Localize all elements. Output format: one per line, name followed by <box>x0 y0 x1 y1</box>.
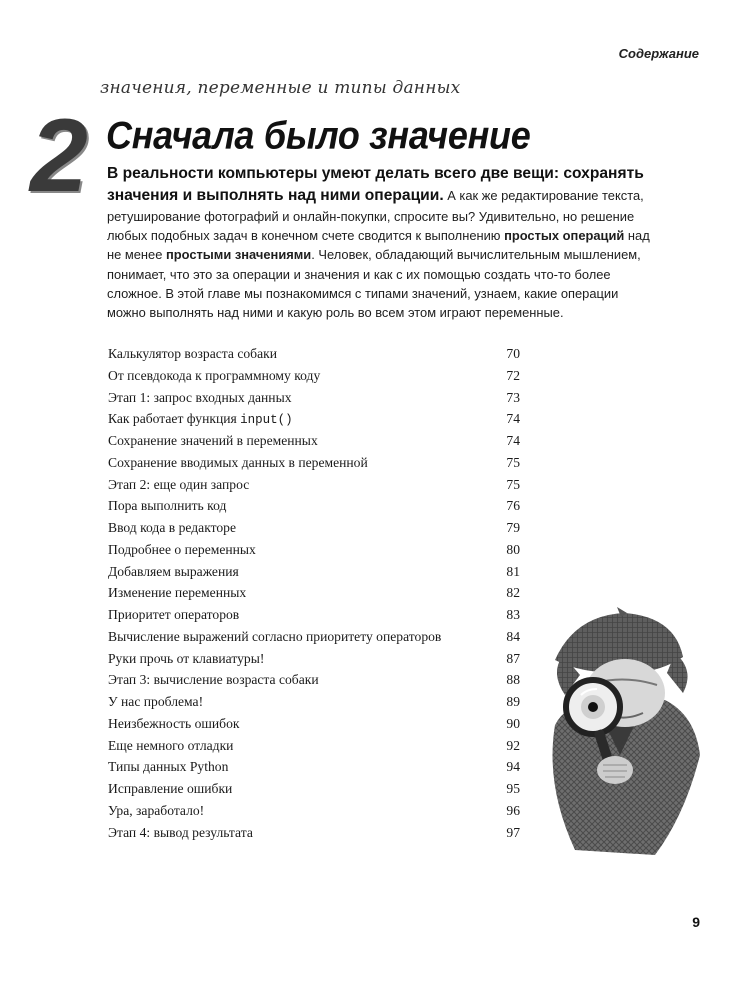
toc-row <box>108 498 520 520</box>
toc-entry-page: 74 <box>506 433 520 448</box>
toc-row <box>108 781 520 803</box>
toc-entry-title <box>108 672 319 688</box>
running-head: Содержание <box>618 46 699 61</box>
toc-entry-page: 88 <box>506 672 520 688</box>
toc-entry-text: Этап 3: вычисление возраста собаки <box>108 672 319 688</box>
toc-entry-page: 89 <box>506 694 520 709</box>
toc-entry-text: Сохранение вводимых данных в переменной <box>108 454 368 470</box>
toc-entry-title <box>108 542 256 558</box>
toc-entry-text: Ввод кода в редакторе <box>108 520 237 535</box>
toc-entry-page: 73 <box>506 389 520 405</box>
toc-entry-page: 75 <box>506 454 520 470</box>
toc-row <box>108 759 520 781</box>
toc-row <box>108 368 520 390</box>
toc-entry-code: input() <box>240 413 293 428</box>
toc-row <box>108 346 520 368</box>
toc-row <box>108 672 520 694</box>
toc-entry-page: 87 <box>506 650 520 666</box>
toc-entry-title <box>108 433 318 449</box>
toc-entry-text: Пора выполнить код <box>108 498 227 514</box>
toc-entry-title <box>108 694 203 710</box>
toc-entry-title <box>108 368 320 384</box>
toc-row <box>108 411 520 433</box>
chapter-subtitle: значения, переменные и типы данных <box>100 78 461 98</box>
intro-text-2: над не менее <box>107 228 650 263</box>
detective-with-magnifier-illustration <box>535 605 710 860</box>
toc-entry-title <box>108 477 249 493</box>
toc-row <box>108 629 520 651</box>
chapter-intro <box>107 163 652 322</box>
intro-text-1: А как же редактирование текста, ретуширование фотографий и онлайн-покупки, спросите вы? Удивительно, но решение любых подобных задач в конечном счете сводится к выполнению <box>107 188 644 244</box>
toc-entry-text: У нас проблема! <box>108 694 204 709</box>
toc-row <box>108 477 520 499</box>
toc-entry-text: Сохранение значений в переменных <box>108 433 318 448</box>
toc-entry-title <box>108 390 292 406</box>
toc-row <box>108 694 520 716</box>
toc-entry-title <box>108 825 253 841</box>
toc-entry-text: Вычисление выражений согласно приоритету операторов <box>108 628 442 644</box>
toc-row <box>108 455 520 477</box>
toc-entry-title <box>108 498 226 514</box>
toc-row <box>108 716 520 738</box>
toc-entry-text: Изменение переменных <box>108 585 247 601</box>
toc-row <box>108 542 520 564</box>
toc-entry-title <box>108 346 277 362</box>
toc-entry-text: Как работает функция <box>108 411 241 427</box>
toc-entry-page: 76 <box>506 498 520 514</box>
toc-entry-text: Неизбежность ошибок <box>108 715 240 731</box>
toc-entry-text: Еще немного отладки <box>108 737 234 753</box>
toc-entry-page: 94 <box>506 759 520 775</box>
toc-entry-title <box>108 520 236 536</box>
toc-entry-page: 79 <box>506 520 520 535</box>
toc-row <box>108 607 520 629</box>
toc-entry-page: 75 <box>506 476 520 492</box>
toc-entry-title <box>108 738 233 754</box>
toc-entry-text: Подробнее о переменных <box>108 541 256 557</box>
toc-entry-title <box>108 651 264 667</box>
toc-entry-title <box>108 629 441 645</box>
toc-entry-title <box>108 803 204 819</box>
toc-entry-page: 82 <box>506 585 520 601</box>
intro-bold-1: простых операций <box>504 228 625 244</box>
toc-entry-page: 97 <box>506 824 520 840</box>
toc-row <box>108 585 520 607</box>
toc-entry-page: 81 <box>506 563 520 579</box>
toc-entry-page: 80 <box>506 541 520 557</box>
toc-row <box>108 433 520 455</box>
page-number: 9 <box>692 914 700 930</box>
toc-entry-text: Типы данных Python <box>108 759 229 775</box>
chapter-number: 2 <box>30 98 88 214</box>
toc-row <box>108 803 520 825</box>
toc-entry-text: Этап 4: вывод результата <box>108 824 253 840</box>
toc-row <box>108 738 520 760</box>
toc-entry-text: Этап 1: запрос входных данных <box>108 389 292 405</box>
toc-entry-page: 74 <box>506 411 520 427</box>
toc-entry-title <box>108 455 368 471</box>
intro-bold-2: простыми значениями <box>165 247 312 263</box>
toc-entry-title <box>108 585 246 601</box>
toc-entry-page: 72 <box>506 367 520 383</box>
toc-entry-text: От псевдокода к программному коду <box>108 367 321 383</box>
toc-entry-title <box>108 411 293 427</box>
chapter-title: Сначала было значение <box>106 113 531 158</box>
intro-lead: В реальности компьютеры умеют делать всего две вещи: сохранять значения и выполнять над ними операции. <box>107 165 644 204</box>
toc-entry-title <box>108 607 239 623</box>
toc-entry-text: Калькулятор возраста собаки <box>108 346 277 361</box>
toc-entry-page: 92 <box>506 737 520 753</box>
toc-entry-text: Исправление ошибки <box>108 781 233 796</box>
toc-entry-text: Приоритет операторов <box>108 607 240 622</box>
toc-entry-text: Руки прочь от клавиатуры! <box>108 650 265 666</box>
toc-entry-title <box>108 759 228 775</box>
table-of-contents <box>108 346 520 846</box>
toc-entry-text: Ура, заработало! <box>108 802 205 818</box>
toc-entry-page: 96 <box>506 802 520 818</box>
toc-entry-text: Этап 2: еще один запрос <box>108 476 250 492</box>
toc-entry-page: 84 <box>506 628 520 644</box>
toc-entry-page: 95 <box>506 781 520 796</box>
toc-row <box>108 520 520 542</box>
toc-row <box>108 564 520 586</box>
toc-entry-text: Добавляем выражения <box>108 563 239 579</box>
toc-entry-title <box>108 564 239 580</box>
toc-entry-page: 83 <box>506 607 520 622</box>
toc-entry-page: 90 <box>506 715 520 731</box>
toc-entry-title <box>108 781 232 797</box>
toc-row <box>108 390 520 412</box>
toc-entry-title <box>108 716 240 732</box>
toc-row <box>108 825 520 847</box>
toc-row <box>108 651 520 673</box>
toc-entry-page: 70 <box>506 346 520 361</box>
intro-text-3: . Человек, обладающий вычислительным мышлением, понимает, что это за операции и значения и как с их помощью создать что-то более сложное. В этой главе мы познакомимся с типами значений, узнаем, какие операции можно выполнять над ними и какую роль во всем этом играют переменные. <box>107 247 641 321</box>
